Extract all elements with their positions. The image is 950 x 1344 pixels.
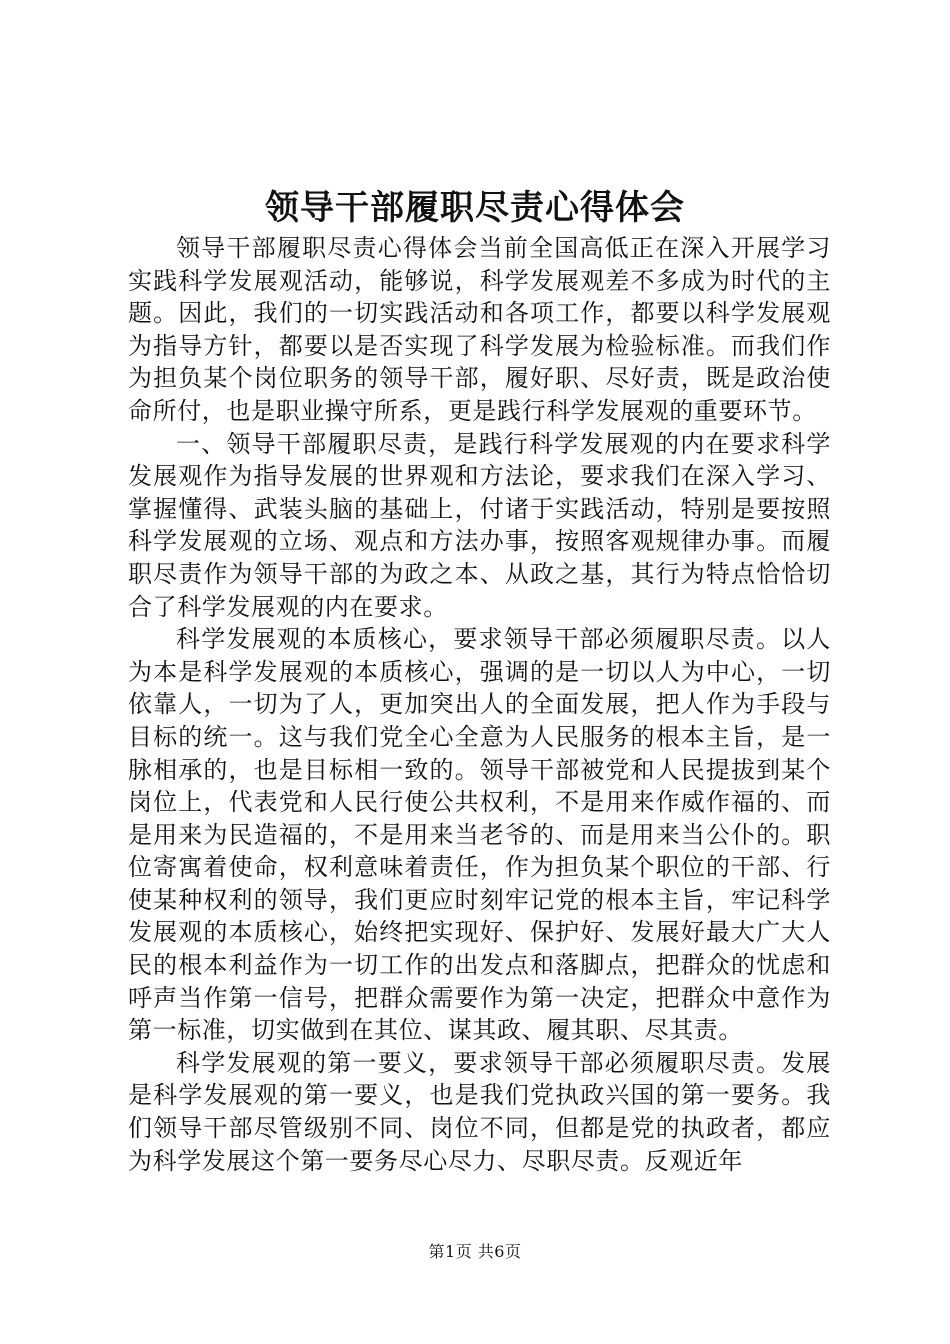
paragraph-core: 科学发展观的本质核心，要求领导干部必须履职尽责。以人为本是科学发展观的本质核心，强调的是一切以人为中心，一切依靠人，一切为了人，更加突出人的全面发展，把人作为手段与目标的统一。这与我们党全心全意为人民服务的根本主旨，是一脉相承的，也是目标相一致的。领导干部被党和人民提拔到某个岗位上，代表党和人民行使公共权利，不是用来作威作福的、而是用来为民造福的，不是用来当老爷的、而是用来当公仆的。职位寄寓着使命，权利意味着责任，作为担负某个职位的干部、行使某种权利的领导，我们更应时刻牢记党的根本主旨，牢记科学发展观的本质核心，始终把实现好、保护好、发展好最大广大人民的根本利益作为一切工作的出发点和落脚点，把群众的忧虑和呼声当作第一信号，把群众需要作为第一决定，把群众中意作为第一标准，切实做到在其位、谋其政、履其职、尽其责。 [128, 625, 831, 1045]
paragraph-intro: 领导干部履职尽责心得体会当前全国高低正在深入开展学习实践科学发展观活动，能够说，科学发展观差不多成为时代的主题。因此，我们的一切实践活动和各项工作，都要以科学发展观为指导方针，都要以是否实现了科学发展为检验标准。而我们作为担负某个岗位职务的领导干部，履好职、尽好责，既是政治使命所付，也是职业操守所系，更是践行科学发展观的重要环节。 [128, 234, 831, 425]
paragraph-section-one: 一、领导干部履职尽责，是践行科学发展观的内在要求科学发展观作为指导发展的世界观和方法论，要求我们在深入学习、掌握懂得、武装头脑的基础上，付诸于实践活动，特别是要按照科学发展观的立场、观点和方法办事，按照客观规律办事。而履职尽责作为领导干部的为政之本、从政之基，其行为特点恰恰切合了科学发展观的内在要求。 [128, 429, 831, 621]
page-number-footer: 第1页 共6页 [428, 1242, 522, 1261]
paragraph-first-meaning: 科学发展观的第一要义，要求领导干部必须履职尽责。发展是科学发展观的第一要义，也是我们党执政兴国的第一要务。我们领导干部尽管级别不同、岗位不同，但都是党的执政者，都应为科学发展这个第一要务尽心尽力、尽职尽责。反观近年 [128, 1048, 831, 1175]
document-title: 领导干部履职尽责心得体会 [265, 188, 685, 228]
document-body [128, 232, 831, 1177]
